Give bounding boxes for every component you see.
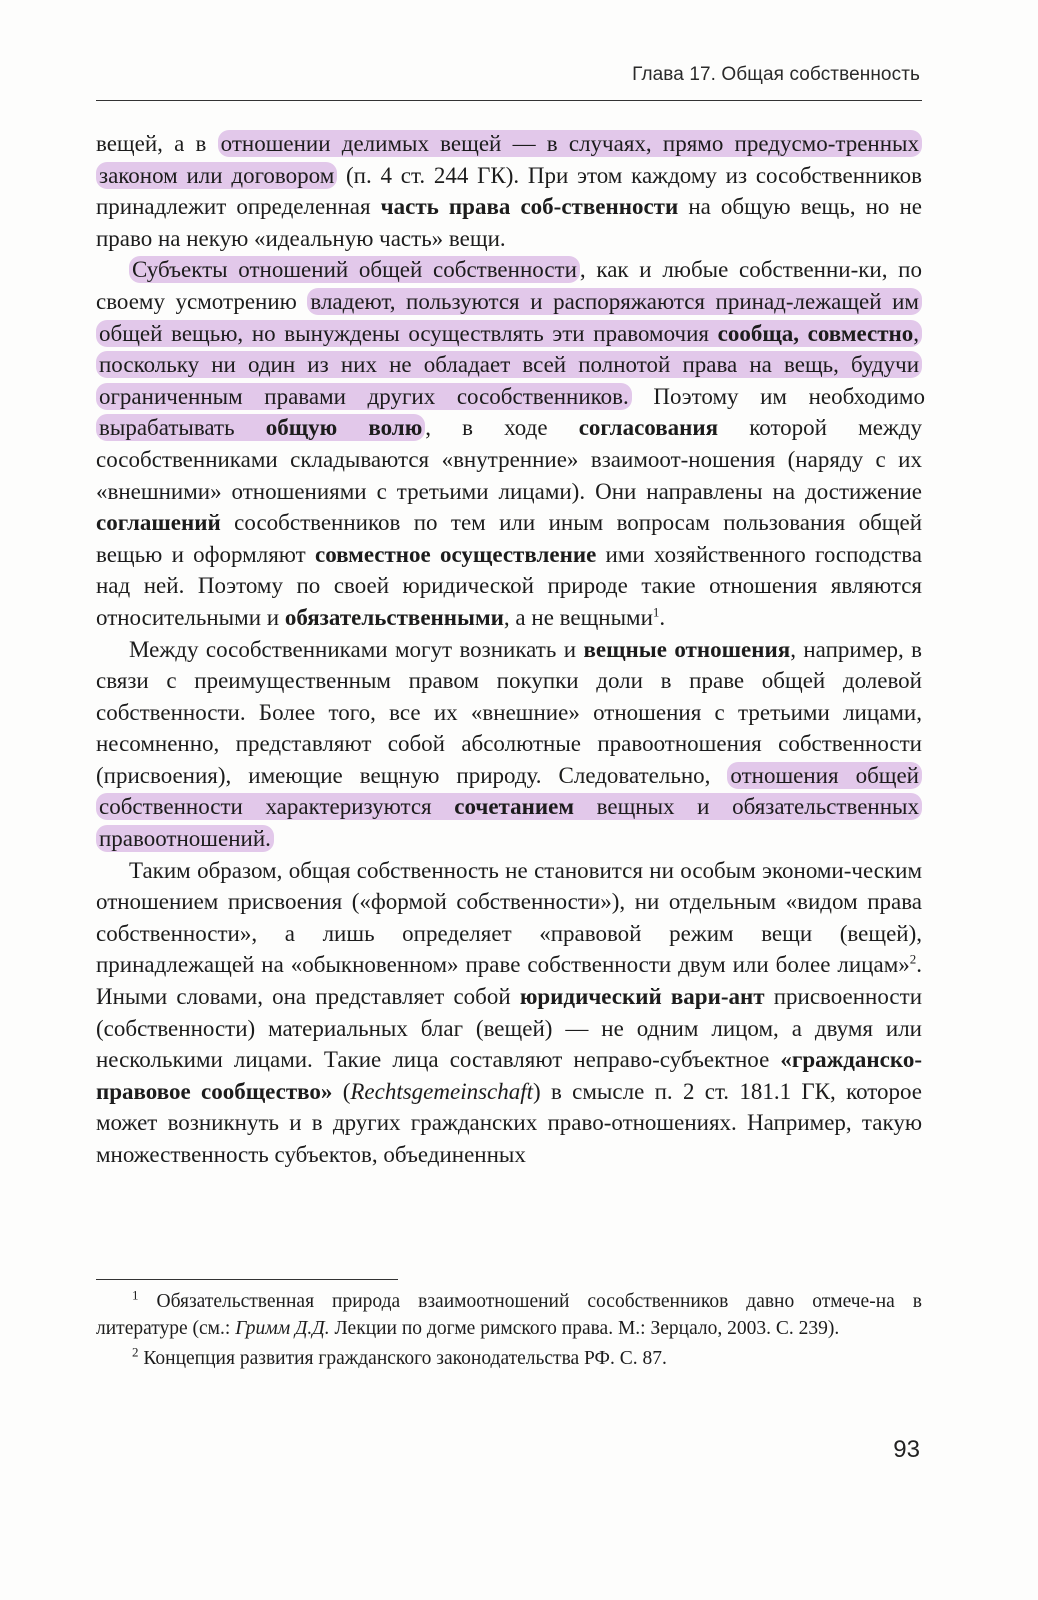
- footnote-ref[interactable]: 2: [909, 951, 917, 967]
- page-number: 93: [893, 1436, 920, 1463]
- footnote-ref[interactable]: 1: [652, 604, 660, 620]
- bold-term: общую волю: [265, 415, 423, 441]
- highlight: владеют, пользуются и распоряжаются принад-лежащей им общей вещью, но вынуждены осуществлять эти правомочия сообща, совместно, поскольку ни один из них не обладает всей полнотой права на вещь, будучи ограниченным правами других сособственников.: [96, 288, 922, 410]
- highlight: отношения общей собственности характеризуются сочетанием вещных и обязательственных правоотношений.: [96, 762, 922, 852]
- bold-term: «гражданско-правовое сообщество»: [96, 1047, 922, 1104]
- footnotes: [96, 1288, 922, 1375]
- paragraph-1: вещей, а в отношении делимых вещей — в случаях, прямо предусмо-тренных законом или договором (п. 4 ст. 244 ГК). При этом каждому из сособственников принадлежит определенная часть права соб-ственности на общую вещь, но не право на некую «идеальную часть» вещи.: [96, 131, 922, 251]
- footnote-2: $^2$ Концепция развития гражданского законодательства РФ. С. 87.: [132, 1344, 667, 1369]
- running-head: Глава 17. Общая собственность: [632, 64, 920, 85]
- highlight: отношении делимых вещей — в случаях, прямо предусмо-тренных законом или договором: [96, 130, 922, 189]
- header-rule: [96, 100, 922, 101]
- bold-term: сообща, совместно: [717, 320, 914, 346]
- footnote-number: 1: [132, 1287, 139, 1303]
- bold-term: юридический вари-ант: [519, 984, 765, 1010]
- paragraph-2: Субъекты отношений общей собственности , как и любые собственни-ки, по своему усмотрению владеют, пользуются и распоряжаются принад-лежащей им общей вещью, но вынуждены осуществлять эти правомочия сообща, совместно, поскольку ни один из них не обладает всей полнотой права на вещь, будучи ограниченным правами других сособственников. Поэтому им необходимо вырабатывать общую волю , в ходе согласования которой между сособственниками складываются «внутренние» взаимоот-ношения (наряду с их «внешними» отношениями с третьими лицами). Они направлены на достижение соглашений сособственников по тем или иным вопросам пользования общей вещью и оформляют совместное осуществление ими хозяйственного господства над ней. Поэтому по своей юридической природе такие отношения являются относительными и обязательственными, а не вещными$^1$.: [96, 257, 925, 630]
- italic-term: Rechtsgemeinschaft: [350, 1078, 534, 1104]
- bold-term: обязательственными: [284, 604, 504, 630]
- bold-term: совместное осуществление: [314, 541, 597, 567]
- bold-term: сочетанием: [454, 794, 575, 820]
- paragraph-3: Между сособственниками могут возникать и вещные отношения, например, в связи с преимущественным правом покупки доли в праве общей долевой собственности. Более того, все их «внешние» отношения с третьими лицами, несомненно, представляют собой абсолютные правоотношения собственности (присвоения), имеющие вещную природу. Следовательно, отношения общей собственности характеризуются сочетанием вещных и обязательственных правоотношений.: [96, 636, 922, 852]
- paragraph-4: Таким образом, общая собственность не становится ни особым экономи-ческим отношением присвоения («формой собственности»), ни отдельным «видом права собственности», а лишь определяет «правовой режим вещи (вещей), принадлежащей на «обыкновенном» праве собственности двум или более лицам»$^2$. Иными словами, она представляет собой юридический вари-ант присвоенности (собственности) материальных благ (вещей) — не одним лицом, а двумя или несколькими лицами. Такие лица составляют неправо-субъектное «гражданско-правовое сообщество» (Rechtsgemeinschaft) в смысле п. 2 ст. 181.1 ГК, которое может возникнуть и в других гражданских право-отношениях. Например, такую множественность субъектов, объединенных: [96, 857, 923, 1167]
- highlight: Субъекты отношений общей собственности: [129, 256, 580, 283]
- bold-term: согласования: [578, 415, 719, 441]
- footnote-1: $^1$ Обязательственная природа взаимоотношений сособственников давно отмече-на в литературе (см.: Гримм Д.Д. Лекции по догме римского права. М.: Зерцало, 2003. С. 239).: [96, 1287, 922, 1339]
- footnote-number: 2: [132, 1344, 139, 1360]
- body-text: [96, 128, 925, 1171]
- bold-term: соглашений: [96, 510, 221, 536]
- highlight: вырабатывать общую волю: [96, 414, 425, 441]
- bold-term: часть права соб-ственности: [380, 194, 679, 220]
- footnote-rule: [96, 1279, 398, 1280]
- bold-term: вещные отношения: [583, 636, 791, 662]
- italic-author: Гримм Д.Д.: [235, 1318, 330, 1339]
